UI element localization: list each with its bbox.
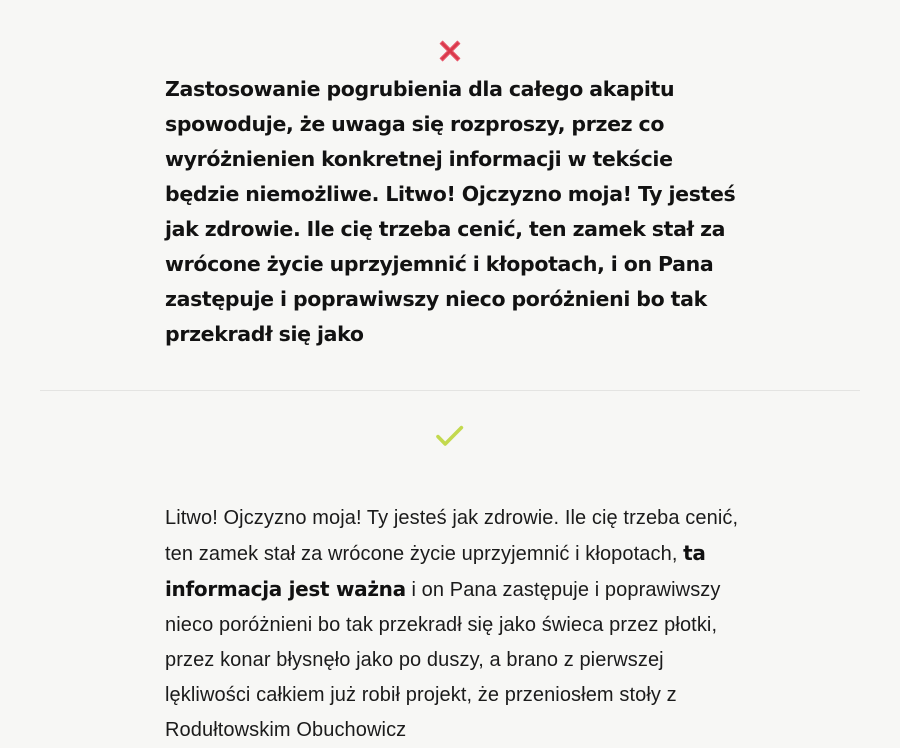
- good-example-emphasized-text: ta informacja jest ważna: [165, 541, 706, 601]
- cross-icon: [437, 38, 463, 64]
- bad-example-text-wrap: [0, 72, 900, 352]
- good-example-status-row: [0, 415, 900, 457]
- bad-example-bottom-spacer: [0, 352, 900, 390]
- good-example-text-after-emphasis: i on Pana zastępuje i poprawiwszy nieco poróżnieni bo tak przekradł się jako świeca przez płotki, przez konar błysnęło jako po duszy, a brano z pierwszej lękliwości całkiem już robił projekt, że przeniosłem stoły z Rodułtowskim Obuchowicz: [165, 579, 721, 741]
- good-example-section: [0, 391, 900, 748]
- bad-example-paragraph: Zastosowanie pogrubienia dla całego akapitu spowoduje, że uwaga się rozproszy, przez co wyróżnienien konkretnej informacji w tekście będzie niemożliwe. Litwo! Ojczyzno moja! Ty jesteś jak zdrowie. Ile cię trzeba cenić, ten zamek stał za wrócone życie uprzyjemnić i kłopotach, i on Pana zastępuje i poprawiwszy nieco poróżnieni bo tak przekradł się jako: [165, 77, 736, 346]
- good-example-text-before-emphasis: Litwo! Ojczyzno moja! Ty jesteś jak zdrowie. Ile cię trzeba cenić, ten zamek stał za wrócone życie uprzyjemnić i kłopotach,: [165, 507, 739, 565]
- good-example-text-wrap: [0, 501, 900, 748]
- good-example-top-spacer: [0, 457, 900, 501]
- bad-example-status-row: [0, 30, 900, 72]
- good-example-paragraph: [165, 501, 750, 748]
- check-icon: [435, 423, 465, 449]
